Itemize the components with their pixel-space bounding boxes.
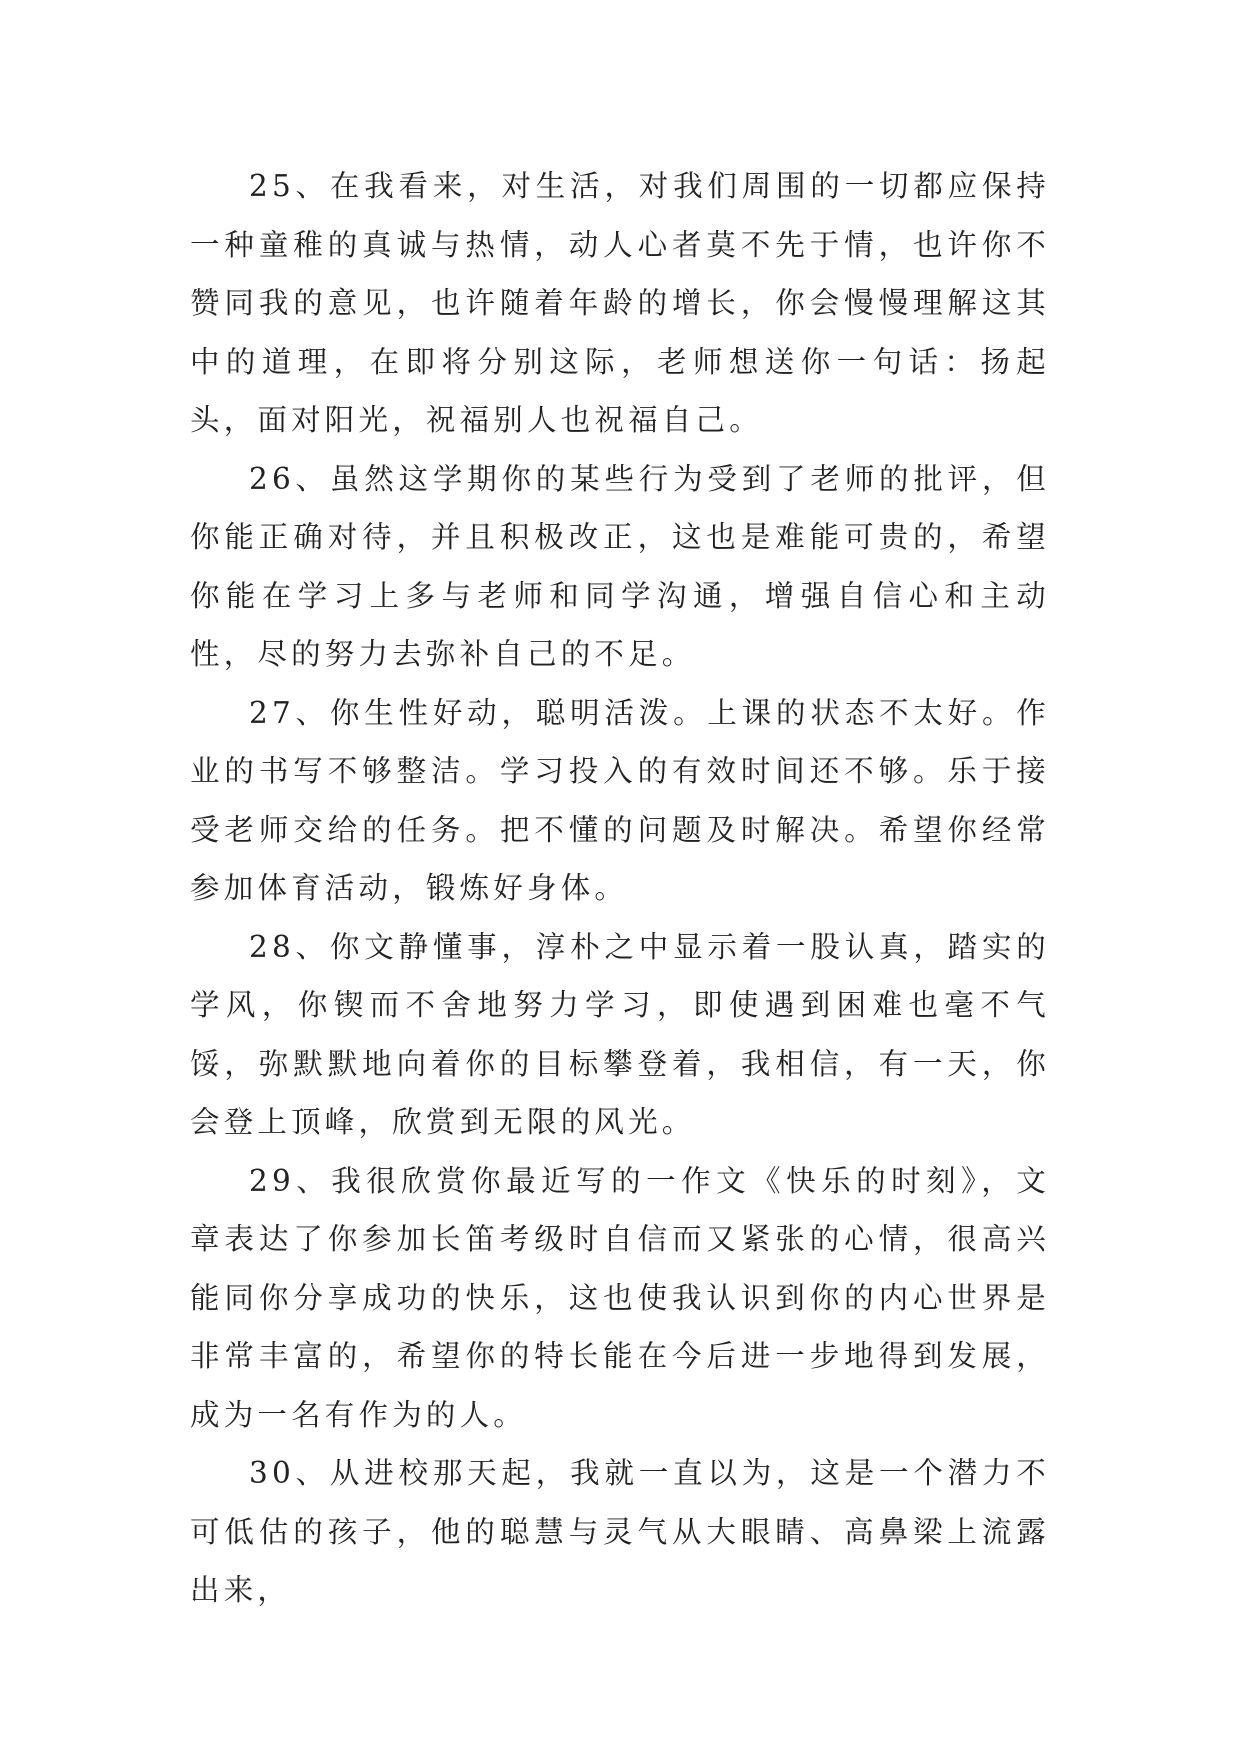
- document-body: [190, 157, 1050, 1620]
- paragraph-29: 29、我很欣赏你最近写的一作文《快乐的时刻》，文章表达了你参加长笛考级时自信而又紧张的心情，很高兴能同你分享成功的快乐，这也使我认识到你的内心世界是非常丰富的，希望你的特长能在今后进一步地得到发展，成为一名有作为的人。: [190, 1163, 1050, 1432]
- paragraph-25: 25、在我看来，对生活，对我们周围的一切都应保持一种童稚的真诚与热情，动人心者莫不先于情，也许你不赞同我的意见，也许随着年龄的增长，你会慢慢理解这其中的道理，在即将分别这际，老师想送你一句话：扬起头，面对阳光，祝福别人也祝福自己。: [190, 169, 1050, 437]
- paragraph-28: 28、你文静懂事，淳朴之中显示着一股认真，踏实的学风，你锲而不舍地努力学习，即使遇到困难也毫不气馁，弥默默地向着你的目标攀登着，我相信，有一天，你会登上顶峰，欣赏到无限的风光。: [190, 929, 1050, 1139]
- paragraph-30: 30、从进校那天起，我就一直以为，这是一个潜力不可低估的孩子，他的聪慧与灵气从大眼睛、高鼻梁上流露出来，: [190, 1456, 1050, 1607]
- paragraph-26: 26、虽然这学期你的某些行为受到了老师的批评，但你能正确对待，并且积极改正，这也是难能可贵的，希望你能在学习上多与老师和同学沟通，增强自信心和主动性，尽的努力去弥补自己的不足。: [190, 461, 1050, 671]
- paragraph-27: 27、你生性好动，聪明活泼。上课的状态不太好。作业的书写不够整洁。学习投入的有效时间还不够。乐于接受老师交给的任务。把不懂的问题及时解决。希望你经常参加体育活动，锻炼好身体。: [190, 695, 1050, 905]
